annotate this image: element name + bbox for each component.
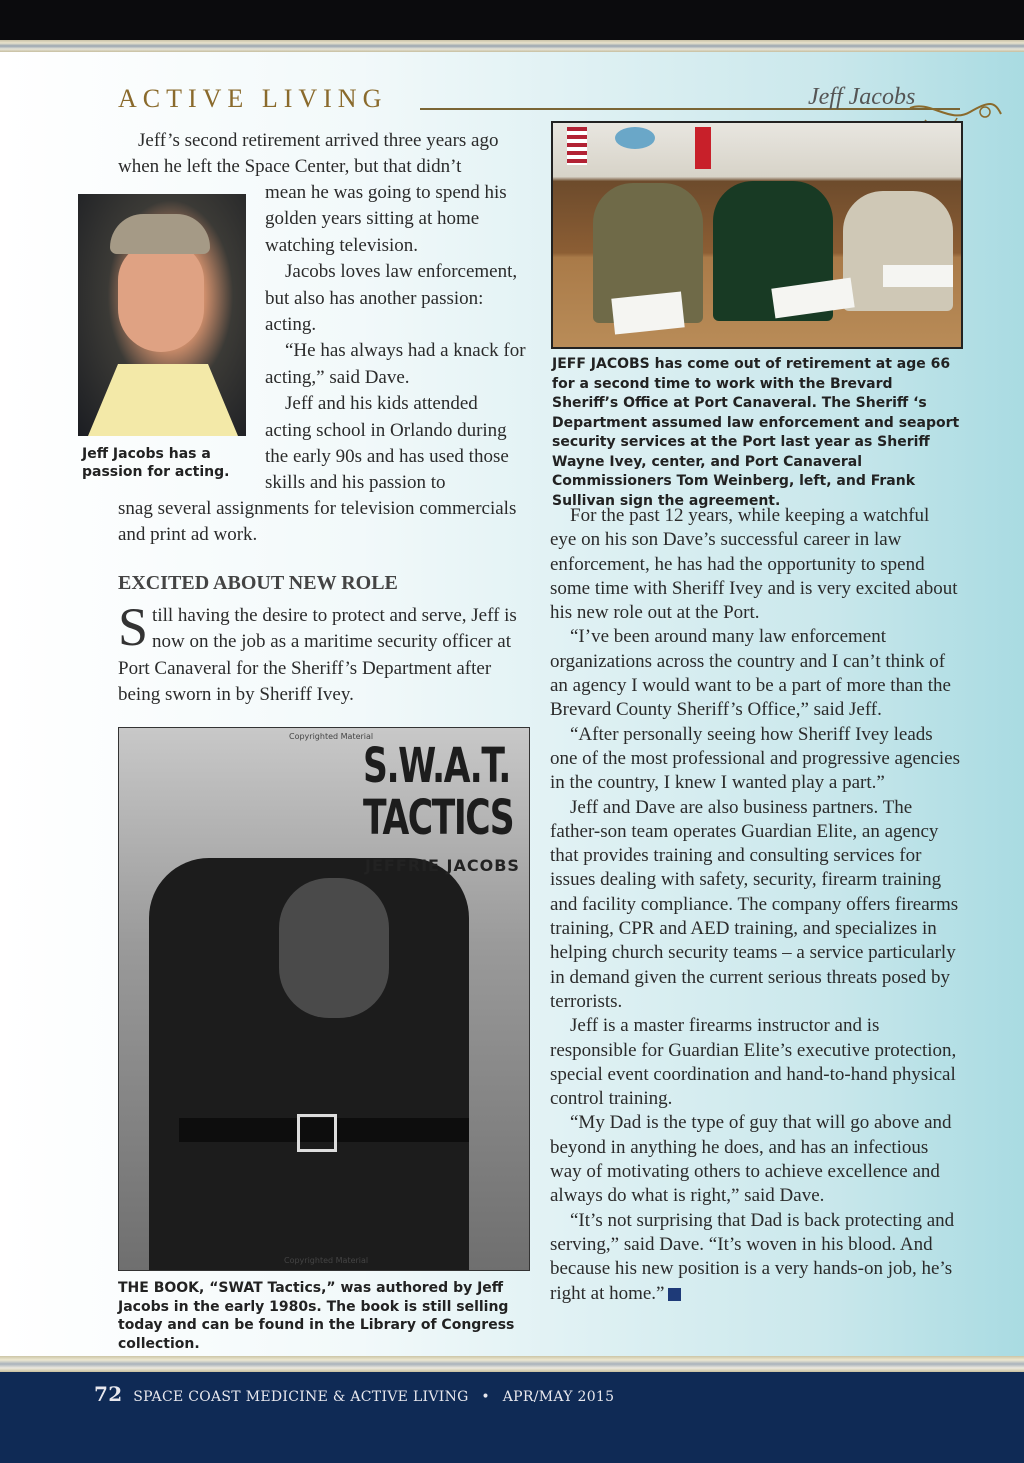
paragraph: Jeff is a master firearms instructor and is responsible for Guardian Elite’s executive protection, special event coordination and hand-to-hand physical control training. (550, 1015, 957, 1110)
col1-new-role (118, 597, 526, 709)
subheading: EXCITED ABOUT NEW ROLE (118, 572, 398, 594)
officer-figure (149, 858, 469, 1271)
paragraph: “My Dad is the type of guy that will go above and beyond in anything he does, and has an infectious way of motivating others to achieve excellence and always do what is right,” said Dave. (550, 1112, 952, 1207)
col2-body (550, 504, 960, 1306)
paragraph: mean he was going to spend his golden years sitting at home watching television. (265, 182, 507, 256)
officer-head (279, 878, 389, 1018)
signing-meeting-photo (551, 121, 963, 349)
paragraph-text: till having the desire to protect and serve, Jeff is now on the job as a maritime security officer at Port Canaveral for the Sheriff’s Department after being sworn in by Sheriff Ivey. (118, 605, 517, 706)
swat-photo-caption: THE BOOK, “SWAT Tactics,” was authored by Jeff Jacobs in the early 1980s. The book is still selling today and can be found in the Library of Congress collection. (118, 1280, 515, 1352)
paragraph: Jeff and his kids attended acting school in Orlando during the early 90s and has used those skills and his passion to (265, 393, 509, 494)
state-flag (695, 127, 711, 169)
footer-decorative-band (0, 1356, 1024, 1372)
hair (110, 214, 210, 254)
swat-book-cover-photo (118, 727, 530, 1271)
paragraph (118, 597, 526, 709)
book-title: S.W.A.T. TACTICS (363, 738, 514, 846)
jeff-photo-caption: Jeff Jacobs has a passion for acting. (82, 446, 230, 480)
document (883, 265, 953, 287)
byline: Jeff Jacobs (808, 84, 916, 110)
paragraph: snag several assignments for television commercials and print ad work. (118, 498, 517, 546)
shirt-collar (88, 364, 238, 436)
col1-wrap-text (265, 180, 527, 497)
drop-cap: S (118, 597, 149, 657)
paragraph: “I’ve been around many law enforcement organizations across the country and I can’t think of an agency I would want to be a part of more than the Brevard County Sheriff’s Office,” said Jeff. (550, 626, 951, 721)
footer-text (94, 1382, 614, 1406)
paragraph-text: “It’s not surprising that Dad is back protecting and serving,” said Dave. “It’s woven in his blood. And because his new position is a very hands-on job, he’s right at home.” (550, 1209, 955, 1304)
top-black-bar (0, 0, 1024, 40)
page-number: 72 (94, 1382, 123, 1406)
separator: • (481, 1389, 490, 1405)
paragraph (550, 1209, 960, 1306)
belt-buckle (297, 1114, 337, 1152)
face (118, 242, 204, 352)
paragraph: “He has always had a knack for acting,” said Dave. (265, 340, 526, 388)
section-title: ACTIVE LIVING (118, 84, 388, 113)
end-mark-icon (668, 1288, 681, 1301)
port-seal (615, 127, 655, 149)
col1-intro (118, 128, 526, 181)
paragraph: Jeff and Dave are also business partners. The father-son team operates Guardian Elite, an agency that provides training and consulting services for issues dealing with safety, security, firearm training and facility compliance. The company offers firearms training, CPR and AED training, and specializes in helping church security teams – a service particularly in demand given the current serious threats posed by terrorists. (550, 796, 959, 1012)
paragraph: Jeff’s second retirement arrived three years ago when he left the Space Center, but that didn’t (118, 130, 499, 178)
paragraph: Jacobs loves law enforcement, but also has another passion: acting. (265, 261, 518, 336)
book-author: JEFFRIE JACOBS (365, 856, 520, 875)
us-flag (567, 127, 587, 165)
meeting-photo-caption: JEFF JACOBS has come out of retirement at age 66 for a second time to work with the Brevard Sheriff’s Office at Port Canaveral. The Sheriff ‘s Department assumed law enforcement and seaport security services at the Port last year as Sheriff Wayne Ivey, center, and Port Canaveral Commissioners Tom Weinberg, left, and Frank Sullivan sign the agreement. (552, 356, 960, 509)
issue-date: APR/MAY 2015 (502, 1389, 615, 1405)
col1-continued (118, 496, 526, 549)
document (611, 291, 684, 334)
paragraph: For the past 12 years, while keeping a watchful eye on his son Dave’s successful career in law enforcement, he has had the opportunity to spend some time with Sheriff Ivey and is very excited about his new role out at the Port. (550, 505, 958, 624)
copyright-notice: Copyrighted Material (289, 732, 374, 741)
jeff-portrait-photo (78, 194, 246, 436)
top-decorative-band (0, 40, 1024, 52)
copyright-notice: Copyrighted Material (284, 1256, 369, 1265)
publication-name: SPACE COAST MEDICINE & ACTIVE LIVING (133, 1389, 469, 1405)
person-right (843, 191, 953, 311)
paragraph: “After personally seeing how Sheriff Ivey leads one of the most professional and progressive agencies in the country, I knew I wanted play a part.” (550, 723, 960, 794)
